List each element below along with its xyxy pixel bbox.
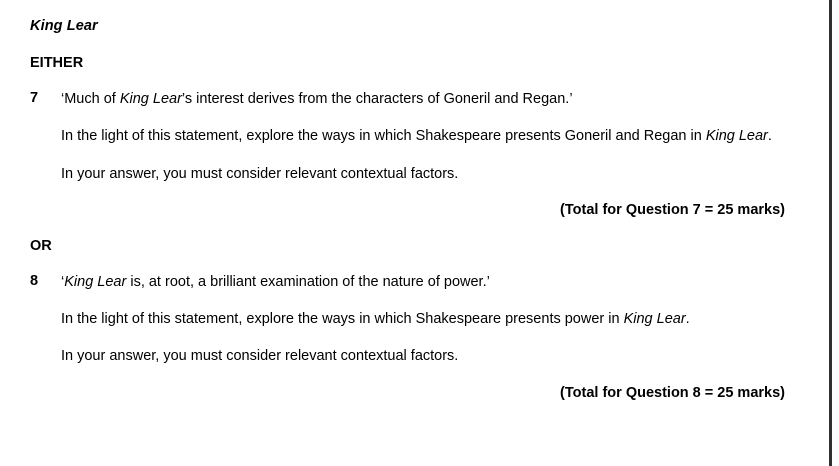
question-7-instruction-start: In the light of this statement, explore the ways in which Shakespeare presents Goneril and Regan in [61,128,706,145]
question-8-quote [61,273,803,292]
question-7-instruction [61,127,803,146]
either-label: EITHER [30,55,84,71]
question-7-quote-italic: King Lear [119,91,182,107]
question-8-instruction-start: In the light of this statement, explore the ways in which Shakespeare presents power in [61,311,624,328]
question-8-instruction-italic: King Lear [623,311,686,328]
question-7-body [61,90,803,184]
question-8-quote-italic: King Lear [64,273,127,290]
play-title: King Lear [30,18,98,34]
question-7-quote-close: ’s interest derives from the characters of Goneril and Regan.’ [181,91,573,107]
question-7-quote [61,90,803,109]
question-8-total: (Total for Question 8 = 25 marks) [560,384,785,401]
question-8-number: 8 [30,272,39,289]
question-8 [30,273,803,367]
question-8-quote-close: is, at root, a brilliant examination of the nature of power.’ [126,273,490,290]
question-7-instruction-end: . [767,128,772,145]
question-7-total: (Total for Question 7 = 25 marks) [560,201,785,218]
question-8-body [61,273,803,367]
page-edge-rule [829,0,832,466]
question-7-instruction-italic: King Lear [705,128,768,145]
or-label: OR [30,237,52,254]
question-7-number: 7 [30,90,39,106]
question-8-quote-open: ‘ [61,273,65,290]
question-7-quote-open: ‘Much of [61,91,120,107]
question-8-instruction [61,310,803,329]
question-7 [30,90,803,184]
question-8-context: In your answer, you must consider relevant contextual factors. [61,348,459,365]
question-8-instruction-end: . [685,311,690,328]
question-7-context: In your answer, you must consider relevant contextual factors. [61,165,459,182]
